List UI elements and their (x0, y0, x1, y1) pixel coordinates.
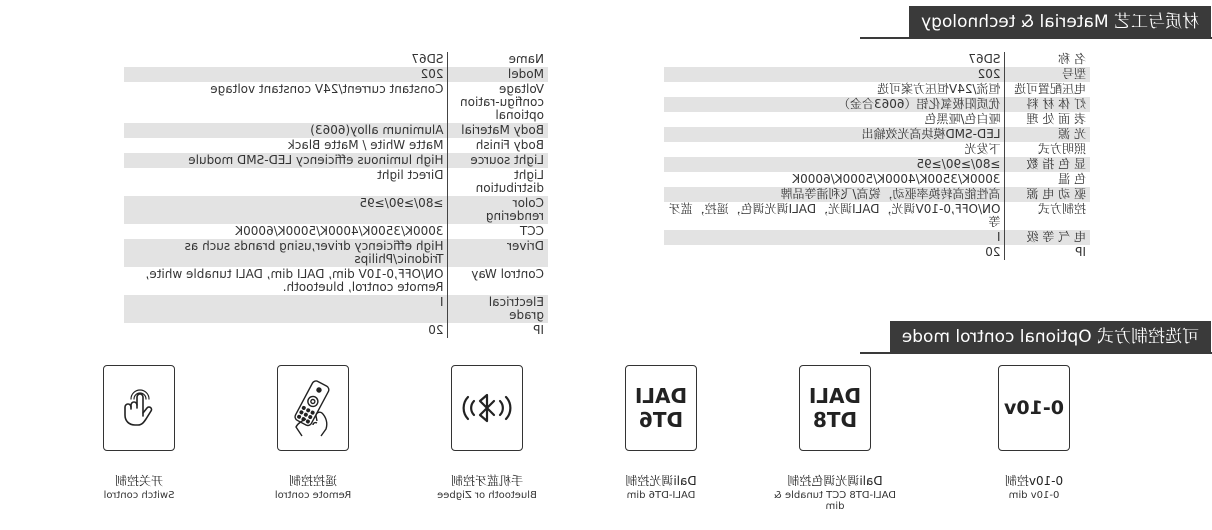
spec-row (124, 123, 548, 138)
spec-row (124, 224, 548, 239)
spec-key: Body Finish (448, 138, 548, 153)
spec-key: CCT (448, 224, 548, 239)
spec-row (124, 196, 548, 224)
mode-label-en: DALI-DT8 CCT tunable & dim (773, 490, 897, 512)
spec-key: Light source (448, 153, 548, 168)
spec-value: ≥80/≥90/≥95 (916, 157, 1001, 171)
spec-table-english (124, 52, 548, 338)
spec-table-chinese (664, 52, 1090, 260)
spec-row (124, 239, 548, 267)
spec-row (124, 295, 548, 323)
mode-label-cn: Dali调光调色控制 (787, 474, 883, 488)
spec-row (124, 82, 548, 123)
box-text: DALI (808, 384, 862, 408)
spec-value: 202 (420, 67, 444, 81)
spec-key: IP (448, 323, 548, 338)
spec-row (664, 230, 1090, 245)
spec-key: IP (1005, 245, 1090, 260)
mode-label-en: 0-10v dim (1008, 490, 1060, 501)
spec-value: 20 (428, 323, 444, 337)
mode-label-cn: 开关控制 (115, 474, 164, 488)
spec-value: 哑白色/哑黑色 (924, 112, 1001, 126)
spec-row (124, 138, 548, 153)
spec-value: Matte White / Matte Black (287, 138, 444, 152)
banner-underline (860, 37, 1212, 39)
spec-value: 20 (985, 245, 1001, 259)
spec-row (664, 97, 1090, 112)
remote-control-icon (277, 365, 349, 451)
mode-label-en: Switch control (103, 490, 175, 501)
box-text: DT8 (812, 408, 858, 432)
mode-label-cn: 手机蓝牙控制 (451, 474, 524, 488)
spec-key: 电压配置可选 (1005, 82, 1090, 97)
spec-row (664, 187, 1090, 202)
control-modes (0, 365, 1212, 525)
spec-value: Direct light (377, 168, 444, 182)
mode-label-en: DALI-DT6 dim (626, 490, 696, 501)
box-text: 0-10v (1004, 397, 1064, 419)
bluetooth-icon (451, 365, 523, 451)
spec-key: 光 源 (1005, 127, 1090, 142)
spec-key: 色 温 (1005, 172, 1090, 187)
spec-value: ≥80/≥90/≥95 (359, 196, 444, 210)
spec-value: Aluminum alloy(6063) (310, 123, 444, 137)
spec-key: Name (448, 52, 548, 67)
box-text: DT6 (638, 408, 684, 432)
spec-value: ON/OFF,0-10V dim, DALI dim, DALI tunable white, Remote control, bluetooth. (145, 267, 444, 294)
spec-key: 电 气 等 级 (1005, 230, 1090, 245)
spec-key: 显 色 指 数 (1005, 157, 1090, 172)
spec-value: 3000K/3500K/4000K/5000K/6000K (235, 224, 444, 238)
spec-key: 照明方式 (1005, 142, 1090, 157)
spec-key: Body Material (448, 123, 548, 138)
box-text: DALI (634, 384, 688, 408)
spec-row (124, 153, 548, 168)
spec-key: Driver (448, 239, 548, 267)
spec-row (124, 168, 548, 196)
spec-row (664, 142, 1090, 157)
spec-value: SD67 (968, 52, 1001, 66)
spec-row (664, 127, 1090, 142)
spec-key: 驱 动 电 源 (1005, 187, 1090, 202)
section-banner-material (909, 6, 1211, 38)
spec-value: High efficiency driver,using brands such as Tridonic/Philips (184, 239, 444, 266)
spec-key: 名 称 (1005, 52, 1090, 67)
spec-key: Electrical grade (448, 295, 548, 323)
spec-value: High luminous efficiency LED-SMD module (188, 153, 444, 167)
section-title-material: 材质与工艺 Material & technology (921, 12, 1199, 32)
mode-label-cn: Dali调光控制 (625, 474, 697, 488)
dali-dt8-icon (799, 365, 871, 451)
spec-row (664, 157, 1090, 172)
spec-row (124, 52, 548, 67)
mode-label-cn: 遥控控制 (289, 474, 338, 488)
spec-key: Control Way (448, 267, 548, 295)
section-title-control: 可选控制方式 Optional control mode (901, 327, 1199, 347)
section-banner-control (890, 321, 1211, 353)
spec-value: I (996, 230, 1001, 244)
spec-value: ON/OFF,0-10V调光，DALI调光，DALI调光调色，遥控，蓝牙等 (668, 202, 1001, 229)
spec-row (664, 245, 1090, 260)
spec-key: 型号 (1005, 67, 1090, 82)
spec-value: SD67 (411, 52, 444, 66)
spec-key: 控制方式 (1005, 202, 1090, 230)
mode-label-cn: 0-10v控制 (1004, 474, 1064, 488)
spec-key: 灯 体 材 料 (1005, 97, 1090, 112)
banner-underline (860, 352, 1212, 354)
mode-label-en: Bluetooth or Zigbee (437, 490, 537, 501)
spec-key: 表 面 处 理 (1005, 112, 1090, 127)
spec-value: Constant current/24V constant voltage (210, 82, 444, 96)
spec-row (124, 67, 548, 82)
spec-key: Color rendering (448, 196, 548, 224)
spec-value: 202 (977, 67, 1001, 81)
spec-row (124, 323, 548, 338)
spec-row (664, 67, 1090, 82)
spec-value: LED-SMD模块高光效输出 (861, 127, 1001, 141)
spec-value: 恒流/24V恒压方案可选 (876, 82, 1001, 96)
spec-value: I (439, 295, 444, 309)
hand-touch-icon (103, 365, 175, 451)
0-10v-icon (998, 365, 1070, 451)
spec-row (664, 52, 1090, 67)
spec-row (664, 202, 1090, 230)
spec-value: 下发光 (964, 142, 1001, 156)
spec-key: Light distribution (448, 168, 548, 196)
spec-value: 优质阳极氧化铝（6063合金） (837, 97, 1001, 111)
spec-key: Model (448, 67, 548, 82)
spec-row (124, 267, 548, 295)
spec-row (664, 172, 1090, 187)
mode-label-en: Remote control (274, 490, 352, 501)
spec-row (664, 112, 1090, 127)
spec-value: 3000K/3500K/4000K/5000K/6000K (792, 172, 1001, 186)
dali-dt6-icon (625, 365, 697, 451)
spec-value: 高性能高转换率驱动，锐高/飞利浦等品牌 (780, 187, 1001, 201)
spec-row (664, 82, 1090, 97)
spec-key: Voltage configu-ration optional (448, 82, 548, 123)
